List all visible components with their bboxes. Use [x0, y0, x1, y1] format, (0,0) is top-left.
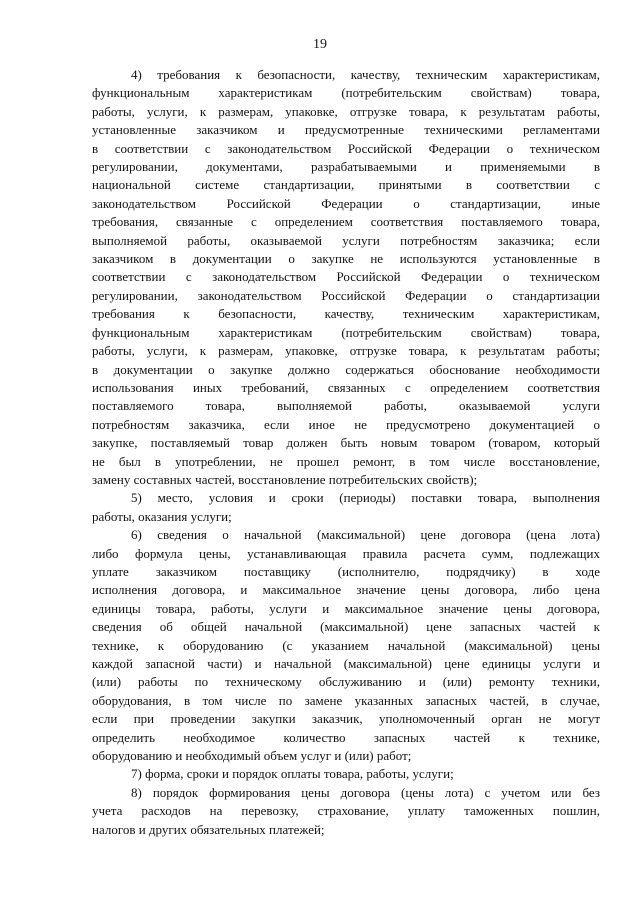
- text-line: законодательством Российской Федерации о стандартизации, иные: [92, 195, 600, 211]
- page-number: 19: [313, 37, 327, 52]
- text-line: требования, связанные с определением соответствия поставляемого товара,: [92, 214, 600, 230]
- text-line: 5) место, условия и сроки (периоды) поставки товара, выполнения: [131, 490, 600, 506]
- document-body-text: [92, 66, 600, 839]
- text-line: выполняемой работы, оказываемой услуги потребностям заказчика; если: [92, 232, 600, 248]
- text-line: не был в употреблении, не прошел ремонт, в том числе восстановление,: [92, 453, 600, 469]
- text-line: работы, услуги, к размерам, упаковке, отгрузке товара, к результатам работы,: [92, 103, 600, 119]
- text-line: 7) форма, сроки и порядок оплаты товара, работы, услуги;: [131, 766, 454, 782]
- text-line: исполнения договора, и максимальное значение цены договора, либо цена: [92, 582, 600, 598]
- text-line: в документации о закупке должно содержаться обоснование необходимости: [92, 361, 600, 377]
- text-line: поставляемого товара, выполняемой работы, оказываемой услуги: [92, 398, 600, 414]
- text-line: налогов и других обязательных платежей;: [92, 821, 325, 837]
- text-line: регулировании, законодательством Российской Федерации о стандартизации: [92, 287, 600, 303]
- text-line: технике, к оборудованию (с указанием начальной (максимальной) цены: [92, 637, 600, 653]
- text-line: (или) работы по техническому обслуживанию и (или) ремонту техники,: [92, 674, 600, 690]
- text-line: закупке, поставляемый товар должен быть новым товаром (товаром, который: [92, 435, 600, 451]
- text-line: регулировании, документами, разрабатываемыми и применяемыми в: [92, 159, 600, 175]
- text-line: национальной системе стандартизации, принятыми в соответствии с: [92, 177, 600, 193]
- text-line: 8) порядок формирования цены договора (цены лота) с учетом или без: [131, 784, 600, 800]
- text-line: замену составных частей, восстановление потребительских свойств);: [92, 471, 478, 487]
- text-line: учета расходов на перевозку, страхование, уплату таможенных пошлин,: [92, 803, 600, 819]
- text-line: если при проведении закупки заказчик, уполномоченный орган не могут: [92, 711, 600, 727]
- text-line: определить необходимое количество запасных частей к технике,: [92, 729, 600, 745]
- text-line: функциональным характеристикам (потребительским свойствам) товара,: [92, 324, 600, 340]
- text-line: 4) требования к безопасности, качеству, техническим характеристикам,: [131, 67, 600, 82]
- text-line: 6) сведения о начальной (максимальной) цене договора (цена лота): [131, 527, 600, 543]
- text-line: работы, оказания услуги;: [92, 508, 232, 524]
- text-line: установленные заказчиком и предусмотренные техническими регламентами: [92, 122, 600, 138]
- text-line: уплате заказчиком поставщику (исполнителю, подрядчику) в ходе: [92, 563, 600, 579]
- text-line: либо формула цены, устанавливающая правила расчета сумм, подлежащих: [92, 545, 600, 561]
- text-line: соответствии с законодательством Российской Федерации о техническом: [92, 269, 600, 285]
- text-line: оборудованию и необходимый объем услуг и (или) работ;: [92, 748, 412, 764]
- text-line: каждой запасной части) и начальной (максимальной) цене единицы услуги и: [92, 656, 600, 671]
- text-line: требования к безопасности, качеству, техническим характеристикам,: [92, 306, 600, 322]
- text-line: работы, услуги, к размерам, упаковке, отгрузке товара, к результатам работы;: [92, 343, 600, 359]
- text-line: потребностям заказчика, если иное не предусмотрено документацией о: [92, 416, 600, 432]
- text-line: сведения об общей начальной (максимальной) цене запасных частей к: [92, 619, 600, 635]
- text-line: единицы товара, работы, услуги и максимальное значение цены договора,: [92, 600, 600, 616]
- text-line: заказчиком в документации о закупке не используются установленные в: [92, 251, 600, 267]
- text-line: функциональным характеристикам (потребительским свойствам) товара,: [92, 85, 600, 101]
- text-line: использования иных требований, связанных с определением соответствия: [92, 379, 600, 395]
- text-line: оборудования, в том числе по замене указанных запасных частей, в случае,: [92, 692, 600, 708]
- text-line: в соответствии с законодательством Российской Федерации о техническом: [92, 140, 600, 156]
